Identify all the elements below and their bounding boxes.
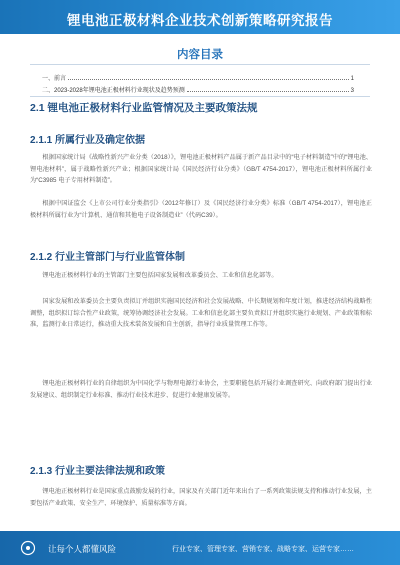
body-paragraph: 锂电池正极材料行业的自律组织为中国化学与物理电源行业协会，主要职能包括开展行业调查研究、向政府部门提出行业发展建议、组织制定行业标准、推动行业技术进步、促进行业健康发展等。	[30, 380, 372, 399]
subsection-heading: 2.1.1 所属行业及确定依据	[30, 135, 146, 146]
subsection-heading: 2.1.2 行业主管部门与行业监管体制	[30, 252, 186, 263]
toc-item-page: 3	[350, 88, 354, 94]
toc-item[interactable]	[42, 84, 354, 94]
toc-divider-top	[30, 64, 370, 65]
footer-banner	[0, 531, 400, 565]
body-paragraph: 根据中国证监会《上市公司行业分类指引》（2012年修订）及《国民经济行业分类》标准（GB/T 4754-2017），锂电池正极材料所属行业为“计算机、通信和其他电子设备制造业”（代码C39）。	[30, 200, 372, 219]
circle-dot-icon	[20, 540, 36, 556]
footer-services: 行业专家、管理专家、营销专家、战略专家、运营专家……	[172, 546, 354, 553]
toc-divider-bottom	[30, 96, 370, 97]
body-paragraph: 锂电池正极材料行业是国家重点鼓励发展的行业，国家及有关部门近年来出台了一系列政策法规支持和推动行业发展，主要包括产业政策、安全生产、环境保护、质量标准等方面。	[30, 488, 372, 507]
header-banner	[0, 0, 400, 34]
toc-item-page: 1	[350, 76, 354, 82]
toc-title: 内容目录	[177, 49, 223, 61]
footer-slogan: 让每个人都懂风险	[48, 544, 117, 554]
toc-item-label: 一、前言	[42, 76, 67, 82]
report-title: 锂电池正极材料企业技术创新策略研究报告	[67, 13, 333, 28]
toc-leader-dots	[68, 79, 349, 80]
toc-item[interactable]	[42, 72, 354, 82]
toc-leader-dots	[187, 91, 349, 92]
subsection-heading: 2.1.3 行业主要法律法规和政策	[30, 466, 166, 477]
toc-item-label: 二、2023-2028年锂电池正极材料行业现状及趋势预测	[42, 88, 185, 94]
section-heading: 2.1 锂电池正极材料行业监管情况及主要政策法规	[30, 102, 258, 114]
body-paragraph: 根据国家统计局《战略性新兴产业分类（2018）》，锂电池正极材料产品属于新产品目录中的“电子材料制造”中的“锂电池、锂电池材料”，属于战略性新兴产业；根据国家统计局《国民经济行业分类》（GB/T 4754-2017），锂电池正极材料所属行业为“C3985 电子专用材料制造”。	[30, 154, 372, 185]
body-paragraph: 国家发展和改革委员会主要负责拟订并组织实施国民经济和社会发展战略、中长期规划和年度计划，推进经济结构战略性调整，组织拟订综合性产业政策，统筹协调经济社会发展。工业和信息化部主要负责拟订并组织实施行业规划、产业政策和标准，监测行业日常运行，推动重大技术装备发展和自主创新，指导行业质量管理工作等。	[30, 298, 372, 329]
body-paragraph: 锂电池正极材料行业的主管部门主要包括国家发展和改革委员会、工业和信息化部等。	[42, 272, 278, 279]
